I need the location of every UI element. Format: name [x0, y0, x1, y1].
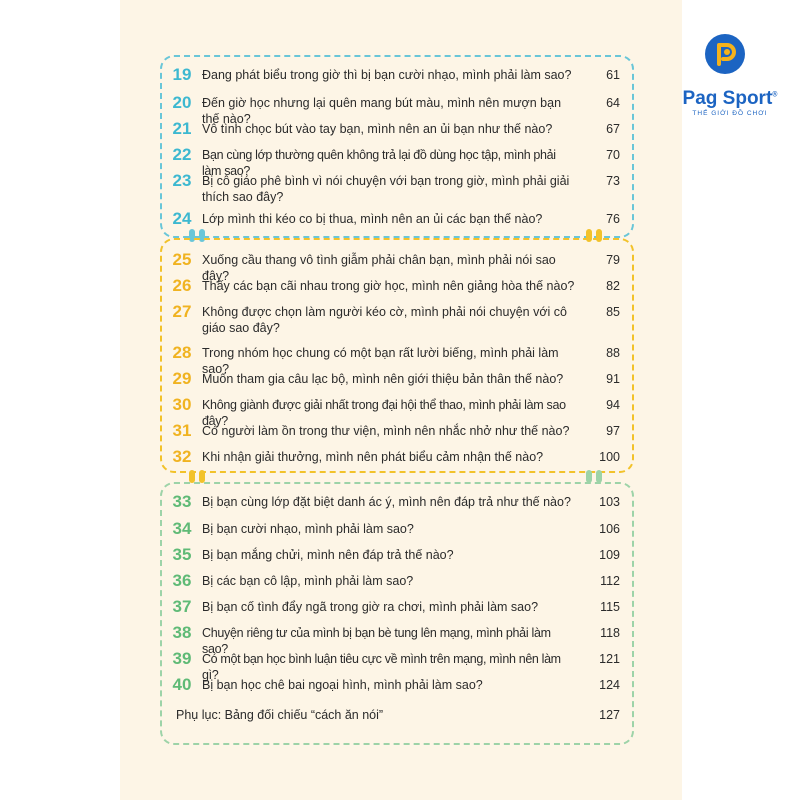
- entry-page: 109: [599, 548, 620, 562]
- entry-page: 106: [599, 522, 620, 536]
- entry-title: Lớp mình thi kéo co bị thua, mình nên an ủi các bạn thế nào?: [202, 212, 543, 226]
- entry-number: 21: [172, 119, 192, 138]
- toc-entry: [162, 67, 632, 83]
- toc-entry: [162, 449, 632, 465]
- toc-entry: [162, 494, 632, 510]
- entry-title: Thấy các bạn cãi nhau trong giờ học, mình nên giảng hòa thế nào?: [202, 279, 575, 293]
- entry-page: 115: [600, 600, 620, 614]
- entry-number: 39: [172, 649, 192, 668]
- toc-entry: [162, 677, 632, 693]
- entry-title: Không giành được giải nhất trong đại hội thể thao, mình phải làm sao đây?: [202, 398, 566, 428]
- toc-entry: [162, 521, 632, 537]
- entry-number: 40: [172, 675, 192, 694]
- entry-page: 64: [606, 96, 620, 110]
- p-circle-logo-icon: [705, 34, 745, 74]
- entry-page: 103: [599, 495, 620, 509]
- book-page: [120, 0, 682, 800]
- entry-number: 25: [172, 250, 192, 269]
- entry-number: 34: [172, 519, 192, 538]
- entry-title: Có một bạn học bình luận tiêu cực về mình trên mạng, mình nên làm gì?: [202, 652, 561, 682]
- entry-page: 61: [606, 68, 620, 82]
- entry-page: 76: [606, 212, 620, 226]
- entry-page: 124: [599, 678, 620, 692]
- entry-number: 35: [172, 545, 192, 564]
- entry-page: 91: [606, 372, 620, 386]
- toc-entry: [162, 121, 632, 137]
- entry-page: 85: [606, 305, 620, 319]
- toc-entry: [162, 573, 632, 589]
- entry-number: 31: [172, 421, 192, 440]
- toc-entry: [162, 304, 632, 336]
- toc-entry: [162, 211, 632, 227]
- toc-entry: [162, 173, 632, 205]
- entry-page: 67: [606, 122, 620, 136]
- entry-title: Đến giờ học nhưng lại quên mang bút màu, mình nên mượn bạn thế nào?: [202, 96, 562, 126]
- entry-number: 22: [172, 145, 192, 164]
- entry-page: 73: [606, 174, 620, 188]
- entry-title: Bạn cùng lớp thường quên không trả lại đồ dùng học tập, mình phải làm sao?: [202, 148, 556, 178]
- entry-title: Không được chọn làm người kéo cờ, mình phải nói chuyện với cô giáo sao đây?: [202, 305, 567, 335]
- entry-title: Xuống cầu thang vô tình giẫm phải chân bạn, mình phải nói sao đây?: [202, 253, 556, 283]
- entry-title: Vô tình chọc bút vào tay bạn, mình nên an ủi bạn như thế nào?: [202, 122, 553, 136]
- toc-section-green: [160, 482, 634, 745]
- entry-number: 33: [172, 492, 192, 511]
- toc-section-yellow: [160, 238, 634, 473]
- entry-page: 121: [599, 652, 620, 666]
- toc-entry: [162, 278, 632, 294]
- entry-number: 24: [172, 209, 192, 228]
- entry-number: 37: [172, 597, 192, 616]
- entry-title: Muốn tham gia câu lạc bộ, mình nên giới thiệu bản thân thế nào?: [202, 372, 564, 386]
- appendix-title: Phụ lục: Bảng đối chiếu “cách ăn nói”: [176, 708, 384, 722]
- entry-title: Bị các bạn cô lập, mình phải làm sao?: [202, 574, 414, 588]
- entry-page: 82: [606, 279, 620, 293]
- entry-title: Bị bạn mắng chửi, mình nên đáp trả thế nào?: [202, 548, 454, 562]
- toc-appendix: [176, 708, 632, 722]
- entry-page: 79: [606, 253, 620, 267]
- entry-page: 94: [606, 398, 620, 412]
- entry-page: 118: [600, 626, 620, 640]
- appendix-page: 127: [599, 708, 620, 722]
- toc-entry: [162, 599, 632, 615]
- entry-number: 27: [172, 302, 192, 321]
- entry-number: 26: [172, 276, 192, 295]
- entry-title: Khi nhận giải thưởng, mình nên phát biểu cảm nhận thế nào?: [202, 450, 544, 464]
- entry-title: Trong nhóm học chung có một bạn rất lười biếng, mình phải làm sao?: [202, 346, 559, 376]
- entry-page: 100: [599, 450, 620, 464]
- toc-entry: [162, 547, 632, 563]
- toc-entry: [162, 371, 632, 387]
- entry-number: 29: [172, 369, 192, 388]
- entry-title: Chuyện riêng tư của mình bị bạn bè tung lên mạng, mình phải làm sao?: [202, 626, 551, 656]
- entry-number: 23: [172, 171, 192, 190]
- entry-number: 32: [172, 447, 192, 466]
- toc-entry: [162, 423, 632, 439]
- entry-number: 38: [172, 623, 192, 642]
- entry-number: 30: [172, 395, 192, 414]
- entry-title: Bị bạn cố tình đẩy ngã trong giờ ra chơi, mình phải làm sao?: [202, 600, 539, 614]
- entry-page: 112: [600, 574, 620, 588]
- entry-page: 70: [606, 148, 620, 162]
- entry-number: 36: [172, 571, 192, 590]
- entry-title: Bị bạn học chê bai ngoại hình, mình phải làm sao?: [202, 678, 483, 692]
- entry-number: 28: [172, 343, 192, 362]
- brand-name: Pag Sport®: [682, 88, 778, 109]
- entry-number: 20: [172, 93, 192, 112]
- entry-title: Bị bạn cười nhạo, mình phải làm sao?: [202, 522, 414, 536]
- entry-title: Bị bạn cùng lớp đặt biệt danh ác ý, mình nên đáp trả như thế nào?: [202, 495, 571, 509]
- entry-page: 97: [606, 424, 620, 438]
- entry-number: 19: [172, 65, 192, 84]
- toc-section-blue: [160, 55, 634, 238]
- entry-title: Có người làm ồn trong thư viện, mình nên nhắc nhở như thế nào?: [202, 424, 570, 438]
- entry-title: Bị cô giáo phê bình vì nói chuyện với bạn trong giờ, mình phải giải thích sao đây?: [202, 174, 570, 204]
- brand-logo: [660, 14, 800, 124]
- entry-title: Đang phát biểu trong giờ thì bị bạn cười nhạo, mình phải làm sao?: [202, 68, 572, 82]
- brand-tagline: THẾ GIỚI ĐỒ CHƠI: [692, 110, 768, 117]
- entry-page: 88: [606, 346, 620, 360]
